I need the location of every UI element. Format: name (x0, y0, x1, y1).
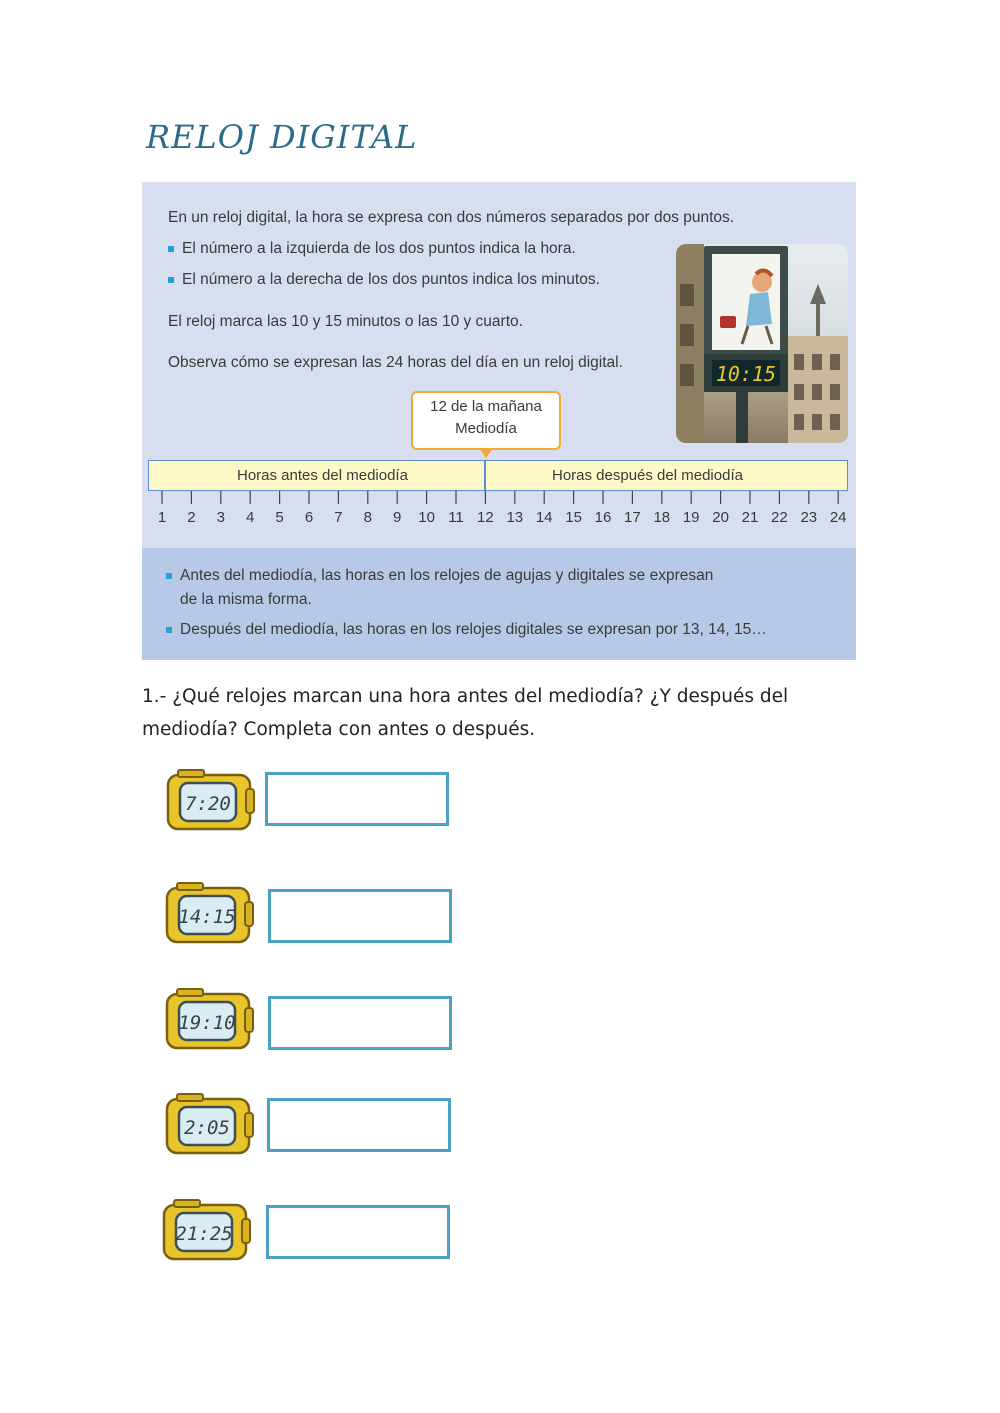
timeline-number: 11 (448, 509, 464, 526)
digital-clock-icon (165, 1093, 255, 1157)
page-title: RELOJ DIGITAL (146, 118, 418, 156)
question-text: 1.- ¿Qué relojes marcan una hora antes del mediodía? ¿Y después del mediodía? Completa con antes o después. (142, 686, 789, 740)
note-before-noon-line2: de la misma forma. (180, 591, 312, 608)
note-before-noon-line1: Antes del mediodía, las horas en los relojes de agujas y digitales se expresan (180, 567, 714, 584)
timeline-number: 14 (535, 509, 553, 526)
timeline-number: 8 (363, 509, 372, 526)
timeline-number: 21 (741, 509, 759, 526)
clock-time-display: 19:10 (178, 1012, 236, 1034)
timeline-number: 9 (393, 509, 402, 526)
answer-input[interactable] (268, 996, 452, 1050)
answer-input[interactable] (266, 1205, 450, 1259)
timeline-number: 15 (565, 509, 582, 526)
timeline-number: 13 (506, 509, 524, 526)
timeline-number: 24 (829, 509, 847, 526)
timeline-number: 3 (216, 509, 225, 526)
bullet-minutes-text: El número a la derecha de los dos puntos indica los minutos. (182, 271, 600, 288)
photo-digital-display: 10:15 (715, 362, 777, 386)
timeline-ticks (0, 0, 1000, 520)
timeline-number: 2 (187, 509, 196, 526)
before-noon-label: Horas antes del mediodía (237, 467, 408, 484)
bullet-marker (166, 627, 172, 633)
timeline-number: 5 (275, 509, 284, 526)
example-text: El reloj marca las 10 y 15 minutos o las 10 y cuarto. (168, 313, 523, 330)
answer-input[interactable] (267, 1098, 451, 1152)
digital-clock-icon (165, 882, 255, 946)
timeline-number: 7 (334, 509, 343, 526)
timeline-number: 12 (477, 509, 494, 526)
observe-text: Observa cómo se expresan las 24 horas del día en un reloj digital. (168, 354, 623, 371)
timeline-number: 17 (624, 509, 641, 526)
intro-text: En un reloj digital, la hora se expresa con dos números separados por dos puntos. (168, 209, 735, 226)
clock-time-display: 2:05 (184, 1117, 230, 1139)
note-after-noon: Después del mediodía, las horas en los relojes digitales se expresan por 13, 14, 15… (180, 621, 767, 638)
timeline-number: 18 (653, 509, 671, 526)
clock-time-display: 21:25 (175, 1223, 233, 1245)
noon-callout-line2: Mediodía (455, 420, 517, 437)
digital-clock-icon (166, 769, 256, 833)
bullet-hour-text: El número a la izquierda de los dos puntos indica la hora. (182, 240, 576, 257)
noon-callout-line1: 12 de la mañana (430, 398, 542, 415)
timeline-number: 23 (800, 509, 818, 526)
timeline-number: 16 (594, 509, 612, 526)
answer-input[interactable] (265, 772, 449, 826)
digital-clock-icon (165, 988, 255, 1052)
clock-time-display: 14:15 (178, 906, 236, 928)
timeline-number: 19 (682, 509, 700, 526)
digital-clock-icon (162, 1199, 252, 1263)
after-noon-label: Horas después del mediodía (552, 467, 743, 484)
timeline-number: 1 (157, 509, 167, 526)
timeline-number: 6 (304, 509, 314, 526)
bullet-marker (166, 573, 172, 579)
timeline-number: 4 (246, 509, 255, 526)
timeline-number: 10 (418, 509, 435, 526)
clock-time-display: 7:20 (185, 793, 231, 815)
answer-input[interactable] (268, 889, 452, 943)
timeline-number: 22 (771, 509, 788, 526)
timeline-number: 20 (712, 509, 729, 526)
